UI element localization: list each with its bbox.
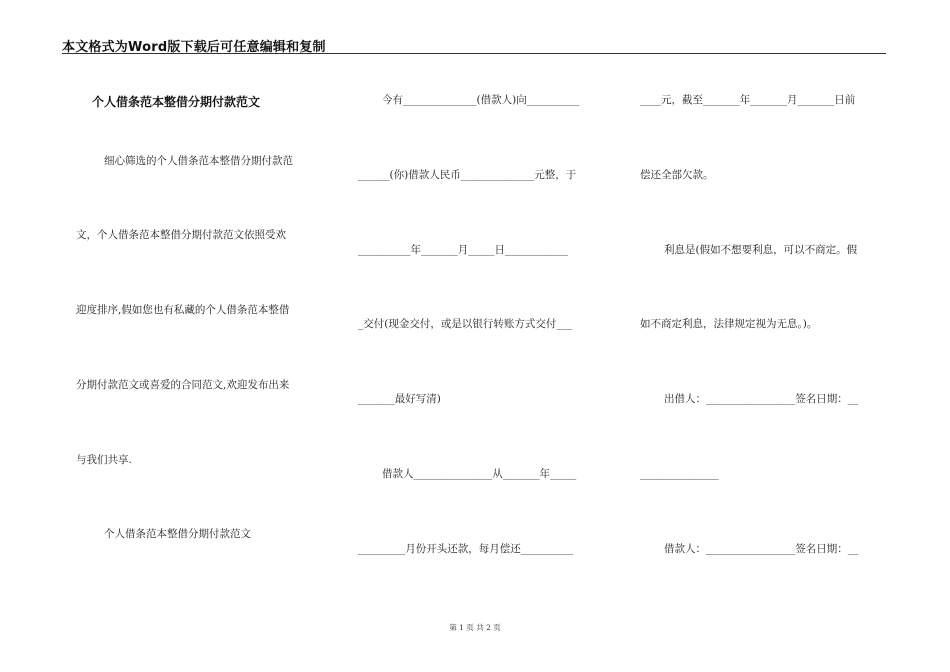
body-text-line: _______________ (640, 468, 719, 480)
body-text-line: 如不商定利息，法律规定视为无息。)。 (640, 318, 818, 330)
body-text-line: ______(你)借款人民币______________元整，于 (358, 169, 577, 181)
body-text-line: __________年_______月_____日____________ (358, 244, 568, 256)
body-text-line: 利息是(假如不想要利息，可以不商定。假 (664, 244, 858, 256)
body-text-line: ____元，截至_______年_______月_______日前 (640, 94, 856, 106)
body-text-line: 个人借条范本整借分期付款范文 (104, 528, 251, 540)
body-text-line: 借款人：_________________签名日期：__ (664, 543, 859, 555)
document-title: 个人借条范本整借分期付款范文 (92, 95, 261, 109)
body-text-line: _交付(现金交付，或是以银行转账方式交付___ (358, 318, 573, 330)
body-text-line: 今有______________(借款人)向__________ (382, 94, 580, 106)
body-text-line: 偿还全部欠款。 (640, 169, 714, 181)
body-text-line: 与我们共享. (76, 454, 132, 466)
header-divider (62, 53, 886, 54)
page-number: 第 1 页 共 2 页 (449, 623, 501, 632)
body-text-line: _______最好写清) (358, 393, 441, 405)
header-title: 本文格式为Word版下载后可任意编辑和复制 (62, 40, 326, 55)
body-text-line: 文，个人借条范本整借分期付款范文依照受欢 (76, 229, 286, 241)
body-text-line: 迎度排序,假如您也有私藏的个人借条范本整借 (76, 304, 290, 316)
body-text-line: 细心筛选的个人借条范本整借分期付款范 (104, 155, 293, 167)
body-text-line: 借款人_______________从_______年_____ (382, 468, 577, 480)
body-text-line: 出借人：_________________签名日期：__ (664, 393, 859, 405)
body-text-line: _________月份开头还款，每月偿还__________ (358, 543, 574, 555)
body-text-line: 分期付款范文或喜爱的合同范文,欢迎发布出来 (76, 379, 290, 391)
